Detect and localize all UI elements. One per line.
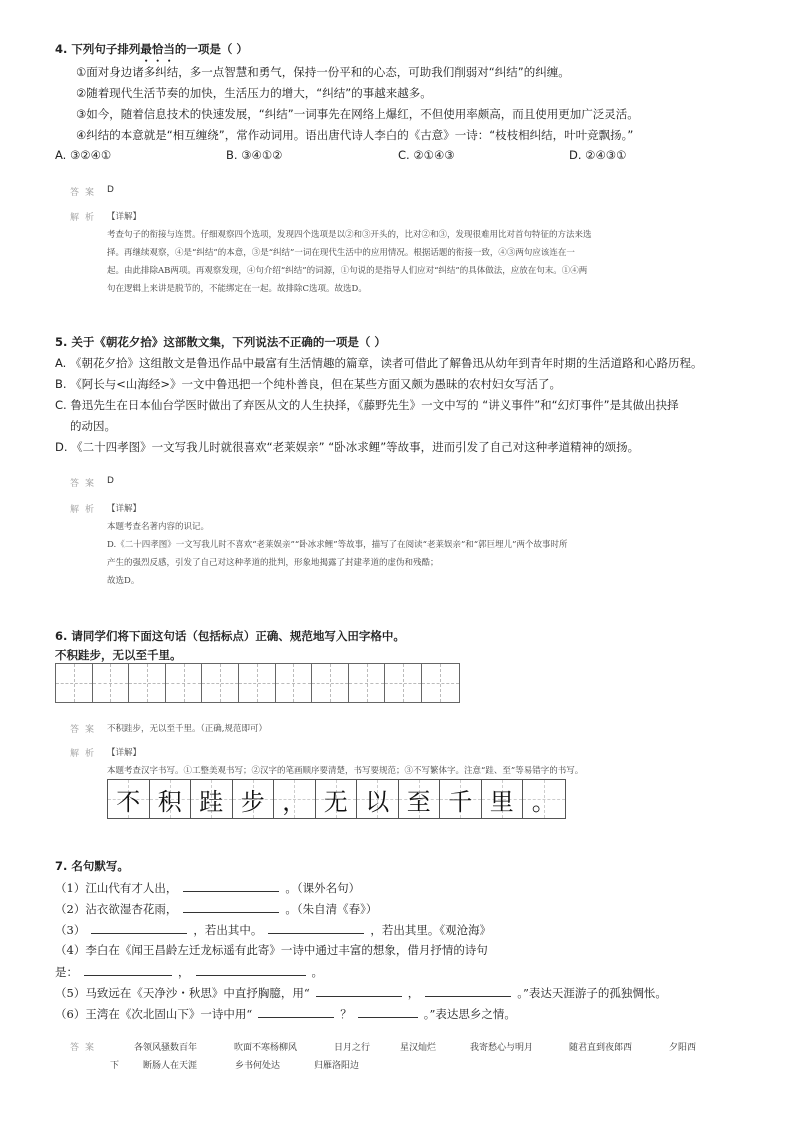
q5-option-d: D. 《二十四孝图》一文写我儿时就很喜欢“老莱娱亲” “卧冰求鲤”等故事，进而引发了自己对这种孝道精神的颂扬。 <box>55 440 640 454</box>
q4-analysis-line-4: 起。由此排除AB两项。再观察发现，④句介绍“纠结”的词源，①句说的是指导人们应对“纠结”的具体做法，应放在句末。①④两 <box>107 266 588 276</box>
grid-cell[interactable] <box>312 664 349 702</box>
q6-answer: 不积跬步，无以至千里。（正确,规范即可） <box>107 724 267 734</box>
blank-field[interactable] <box>183 879 279 892</box>
q4-analysis-line-5: 句在逻辑上来讲是脱节的，不能绑定在一起。故排除C选项。故选D。 <box>107 284 367 294</box>
q4-sentence-4: ④纠结的本意就是“相互缠绕”，常作动词用。语出唐代诗人李白的《古意》一诗：“枝枝相纠结，叶叶竞飘扬。” <box>76 128 634 142</box>
blank-field[interactable] <box>268 921 364 934</box>
q7-answer-5: 我寄愁心与明月 <box>470 1043 534 1053</box>
q5-option-c-cont: 的动因。 <box>70 419 116 433</box>
q6-analysis-line-1: 【详解】 <box>107 748 142 758</box>
sample-char: 跬 <box>191 780 233 818</box>
q7-item-1: （1）江山代有才人出， 。（课外名句） <box>55 881 361 895</box>
q4-title: 4. 下列句子排列最恰当的一项是（ ） <box>55 42 248 56</box>
q4-answer: D <box>107 185 114 195</box>
blank-field[interactable] <box>425 984 511 997</box>
q5-answer-label: 答案 <box>70 479 101 489</box>
q7-answer-3: 日月之行 <box>334 1043 371 1053</box>
sample-char: 里 <box>482 780 524 818</box>
q4-answer-label: 答案 <box>70 188 101 198</box>
blank-field[interactable] <box>84 963 172 976</box>
q4-sentence-3: ③如今，随着信息技术的快速发展，“纠结”一词事先在网络上爆红，不但使用率颇高，而且使用更加广泛灵活。 <box>76 107 639 121</box>
q4-option-a: A. ③②④① <box>55 148 112 162</box>
blank-field[interactable] <box>258 1005 334 1018</box>
grid-cell[interactable] <box>276 664 313 702</box>
q5-title: 5. 关于《朝花夕拾》这部散文集，下列说法不正确的一项是（ ） <box>55 335 386 349</box>
q6-answer-label: 答案 <box>70 725 101 735</box>
q4-sentence-2: ②随着现代生活节奏的加快，生活压力的增大，“纠结”的事越来越多。 <box>76 86 432 100</box>
q7-answer-8: 断肠人在天涯 <box>143 1061 198 1071</box>
sample-char: 积 <box>150 780 192 818</box>
q4-option-b: B. ③④①② <box>226 148 283 162</box>
q4-analysis-line-1: 【详解】 <box>107 212 142 222</box>
q7-title: 7. 名句默写。 <box>55 859 129 873</box>
sample-char: ， <box>274 780 316 818</box>
q5-analysis-line-2: 本题考查名著内容的识记。 <box>107 522 210 532</box>
q5-analysis-line-4: 产生的强烈反感，引发了自己对这种孝道的批判，形象地揭露了封建孝道的虚伪和残酷； <box>107 558 439 568</box>
grid-cell[interactable] <box>202 664 239 702</box>
q6-title: 6. 请同学们将下面这句话（包括标点）正确、规范地写入田字格中。 <box>55 629 405 643</box>
q7-item-4-cont: 是： ， 。 <box>55 965 323 979</box>
q6-writing-grid[interactable] <box>55 663 460 703</box>
q4-analysis-line-2: 考查句子的衔接与连贯。仔细观察四个选项，发现四个选项是以②和③开头的，比对②和③，发现很难用比对首句特征的方法来选 <box>107 230 592 240</box>
sample-char: 步 <box>233 780 275 818</box>
q7-item-3: （3） ，若出其中。 ，若出其里。《观沧海》 <box>55 923 492 937</box>
q7-item-6: （6）王湾在《次北固山下》一诗中用“ ？ 。”表达思乡之情。 <box>55 1007 516 1021</box>
q7-answer-7: 夕阳西 <box>669 1043 697 1053</box>
q5-option-c: C. 鲁迅先生在日本仙台学医时做出了弃医从文的人生抉择，《藤野先生》一文中写的 “讲义事件”和“幻灯事件”是其做出抉择 <box>55 398 679 412</box>
q4-sentence-1: ①面对身边诸多纠结，多一点智慧和勇气，保持一份平和的心态，可助我们削弱对“纠结”的纠缠。 <box>76 65 570 79</box>
q4-option-d: D. ②④③① <box>569 148 627 162</box>
q5-analysis-line-1: 【详解】 <box>107 504 142 514</box>
grid-cell[interactable] <box>56 664 93 702</box>
q6-sample-grid <box>107 779 566 819</box>
q7-item-5: （5）马致远在《天净沙・秋思》中直抒胸臆，用“ ， 。”表达天涯游子的孤独惆怅。 <box>55 986 667 1000</box>
q7-answer-10: 归雁洛阳边 <box>314 1061 360 1071</box>
sample-char: 至 <box>399 780 441 818</box>
blank-field[interactable] <box>316 984 402 997</box>
sample-char: 不 <box>108 780 150 818</box>
q7-answer-4: 星汉灿烂 <box>400 1043 437 1053</box>
grid-cell[interactable] <box>239 664 276 702</box>
q7-answer-1: 各领风骚数百年 <box>134 1043 198 1053</box>
q7-item-4: （4）李白在《闻王昌龄左迁龙标遥有此寄》一诗中通过丰富的想象，借月抒情的诗句 <box>55 943 488 957</box>
sample-char: 。 <box>523 780 565 818</box>
grid-cell[interactable] <box>129 664 166 702</box>
grid-cell[interactable] <box>166 664 203 702</box>
q6-analysis-line-2: 本题考查汉字书写。①工整美观书写；②汉字的笔画顺序要清楚，书写要规范；③不写繁体字。注意“跬、至”等易错字的书写。 <box>107 766 584 776</box>
q7-answer-9: 乡书何处达 <box>235 1061 281 1071</box>
blank-field[interactable] <box>358 1005 418 1018</box>
grid-cell[interactable] <box>349 664 386 702</box>
sample-char: 千 <box>440 780 482 818</box>
q6-analysis-label: 解析 <box>70 749 101 759</box>
q5-option-b: B. 《阿长与<山海经>》一文中鲁迅把一个纯朴善良，但在某些方面又颇为愚昧的农村妇女写活了。 <box>55 377 561 391</box>
q4-option-c: C. ②①④③ <box>398 148 455 162</box>
q7-item-2: （2）沾衣欲湿杏花雨， 。（朱自清《春》） <box>55 902 378 916</box>
sample-char: 以 <box>357 780 399 818</box>
q5-analysis-line-5: 故选D。 <box>107 576 140 586</box>
q5-option-a: A. 《朝花夕拾》这组散文是鲁迅作品中最富有生活情趣的篇章，读者可借此了解鲁迅从幼年到青年时期的生活道路和心路历程。 <box>55 356 703 370</box>
grid-cell[interactable] <box>93 664 130 702</box>
blank-field[interactable] <box>91 921 187 934</box>
q6-sentence: 不积跬步，无以至千里。 <box>55 648 182 662</box>
q7-answer-label: 答案 <box>70 1043 101 1053</box>
q7-answer-7-cont: 下 <box>110 1061 120 1071</box>
q4-analysis-label: 解析 <box>70 213 101 223</box>
blank-field[interactable] <box>196 963 306 976</box>
sample-char: 无 <box>316 780 358 818</box>
grid-cell[interactable] <box>422 664 459 702</box>
q4-analysis-line-3: 择。再继续观察，④是“纠结”的本意，③是“纠结”一词在现代生活中的应用情况。根据话题的衔接一致，④③两句应该连在一 <box>107 248 575 258</box>
q5-analysis-line-3: D.《二十四孝图》一文写我儿时不喜欢“老莱娱亲”“卧冰求鲤”等故事，描写了在阅读“老莱娱亲”和“郭巨埋儿”两个故事时所 <box>107 540 568 550</box>
q7-answer-2: 吹面不寒杨柳风 <box>234 1043 298 1053</box>
q5-analysis-label: 解析 <box>70 505 101 515</box>
q7-answer-6: 随君直到夜郎西 <box>569 1043 633 1053</box>
q5-answer: D <box>107 476 114 486</box>
blank-field[interactable] <box>183 900 279 913</box>
grid-cell[interactable] <box>385 664 422 702</box>
